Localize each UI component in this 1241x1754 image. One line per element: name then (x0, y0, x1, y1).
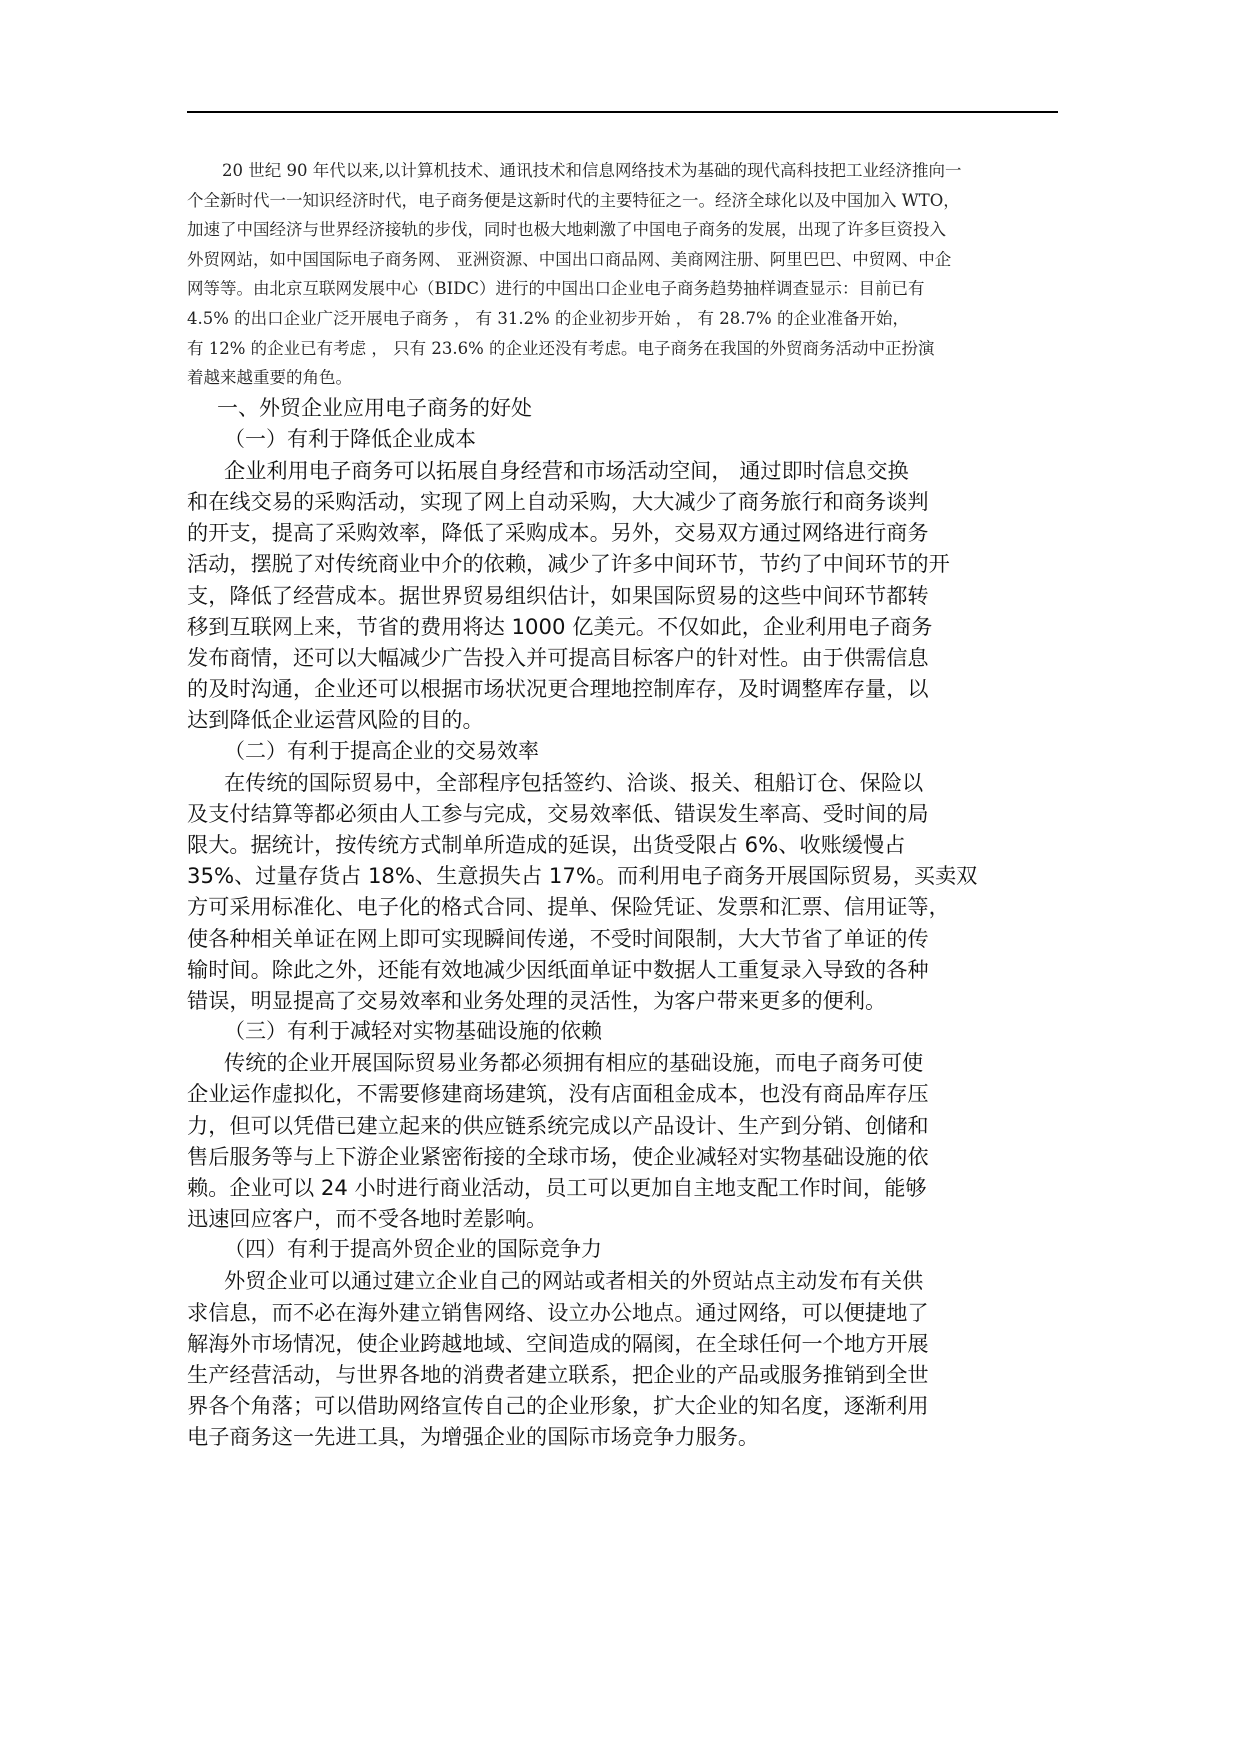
body-line: 达到降低企业运营风险的目的。 (187, 707, 484, 733)
body-line: 方可采用标准化、电子化的格式合同、提单、保险凭证、发票和汇票、信用证等， (187, 894, 950, 920)
body-line: 的及时沟通，企业还可以根据市场状况更合理地控制库存，及时调整库存量，以 (187, 676, 929, 702)
subsection-title-4: （四）有利于提高外贸企业的国际竞争力 (224, 1237, 602, 1262)
subsection-title-3: （三）有利于减轻对实物基础设施的依赖 (224, 1019, 602, 1044)
intro-line: 外贸网站，如中国国际电子商务网、 亚洲资源、中国出口商品网、美商网注册、阿里巴巴、中贸网、中企 (187, 249, 952, 269)
body-line: 发布商情，还可以大幅减少广告投入并可提高目标客户的针对性。由于供需信息 (187, 644, 929, 670)
body-line: 生产经营活动，与世界各地的消费者建立联系，把企业的产品或服务推销到全世 (187, 1362, 929, 1388)
intro-line: 网等等。由北京互联网发展中心（BIDC）进行的中国出口企业电子商务趋势抽样调查显示：目前已有 (187, 279, 925, 299)
body-line: 35%、过量存货占 18%、生意损失占 17%。而利用电子商务开展国际贸易，买卖双 (187, 863, 978, 889)
intro-line: 加速了中国经济与世界经济接轨的步伐，同时也极大地刺激了中国电子商务的发展，出现了许多巨资投入 (187, 220, 946, 240)
body-line: 求信息，而不必在海外建立销售网络、设立办公地点。通过网络，可以便捷地了 (187, 1299, 929, 1325)
header-rule (187, 111, 1058, 113)
body-line: 传统的企业开展国际贸易业务都必须拥有相应的基础设施，而电子商务可使 (224, 1050, 924, 1076)
body-line: 界各个角落；可以借助网络宣传自己的企业形象，扩大企业的知名度，逐渐利用 (187, 1393, 929, 1419)
body-line: 售后服务等与上下游企业紧密衔接的全球市场，使企业减轻对实物基础设施的依 (187, 1143, 929, 1169)
intro-line: 个全新时代一一知识经济时代，电子商务便是这新时代的主要特征之一。经济全球化以及中国加入 WTO， (187, 190, 960, 210)
subsection-title-1: （一）有利于降低企业成本 (224, 426, 476, 451)
body-line: 赖。企业可以 24 小时进行商业活动，员工可以更加自主地支配工作时间，能够 (187, 1175, 927, 1201)
subsection-body-3 (187, 1047, 1058, 1234)
subsection-body-1 (187, 455, 1058, 736)
subsection-body-2 (187, 767, 1058, 1017)
body-line: 解海外市场情况，使企业跨越地域、空间造成的隔阂，在全球任何一个地方开展 (187, 1330, 929, 1356)
body-line: 及支付结算等都必须由人工参与完成，交易效率低、错误发生率高、受时间的局 (187, 800, 929, 826)
body-line: 迅速回应客户，而不受各地时差影响。 (187, 1206, 548, 1232)
body-line: 活动，摆脱了对传统商业中介的依赖，减少了许多中间环节，节约了中间环节的开 (187, 551, 950, 577)
body-line: 输时间。除此之外，还能有效地减少因纸面单证中数据人工重复录入导致的各种 (187, 956, 929, 982)
body-line: 移到互联网上来，节省的费用将达 1000 亿美元。不仅如此，企业利用电子商务 (187, 613, 933, 639)
section-title: 一、外贸企业应用电子商务的好处 (217, 395, 532, 420)
subsection-title-2: （二）有利于提高企业的交易效率 (224, 738, 539, 763)
body-line: 企业利用电子商务可以拓展自身经营和市场活动空间， 通过即时信息交换 (224, 457, 909, 483)
body-line: 支，降低了经营成本。据世界贸易组织估计，如果国际贸易的这些中间环节都转 (187, 582, 929, 608)
body-line: 和在线交易的采购活动，实现了网上自动采购，大大减少了商务旅行和商务谈判 (187, 488, 929, 514)
body-line: 电子商务这一先进工具，为增强企业的国际市场竞争力服务。 (187, 1424, 760, 1450)
body-line: 力，但可以凭借已建立起来的供应链系统完成以产品设计、生产到分销、创储和 (187, 1112, 929, 1138)
intro-line: 着越来越重要的角色。 (187, 368, 352, 388)
body-line: 在传统的国际贸易中，全部程序包括签约、洽谈、报关、租船订仓、保险以 (224, 769, 924, 795)
body-line: 企业运作虚拟化，不需要修建商场建筑，没有店面租金成本，也没有商品库存压 (187, 1081, 929, 1107)
intro-line: 有 12% 的企业已有考虑 ， 只有 23.6% 的企业还没有考虑。电子商务在我国的外贸商务活动中正扮演 (187, 338, 935, 358)
body-line: 使各种相关单证在网上即可实现瞬间传递，不受时间限制，大大节省了单证的传 (187, 925, 929, 951)
body-line: 限大。据统计，按传统方式制单所造成的延误，出货受限占 6%、收账缓慢占 (187, 831, 906, 857)
subsection-body-4 (187, 1265, 1058, 1452)
body-line: 的开支，提高了采购效率，降低了采购成本。另外，交易双方通过网络进行商务 (187, 520, 929, 546)
intro-line: 4.5% 的出口企业广泛开展电子商务 ， 有 31.2% 的企业初步开始 ， 有 28.7% 的企业准备开始， (187, 308, 909, 328)
intro-paragraph (187, 156, 1058, 393)
document-body (187, 156, 1058, 1453)
intro-line: 20 世纪 90 年代以来,以计算机技术、通讯技术和信息网络技术为基础的现代高科技把工业经济推向一 (222, 161, 962, 180)
body-line: 错误，明显提高了交易效率和业务处理的灵活性，为客户带来更多的便利。 (187, 988, 887, 1013)
body-line: 外贸企业可以通过建立企业自己的网站或者相关的外贸站点主动发布有关供 (224, 1268, 924, 1294)
